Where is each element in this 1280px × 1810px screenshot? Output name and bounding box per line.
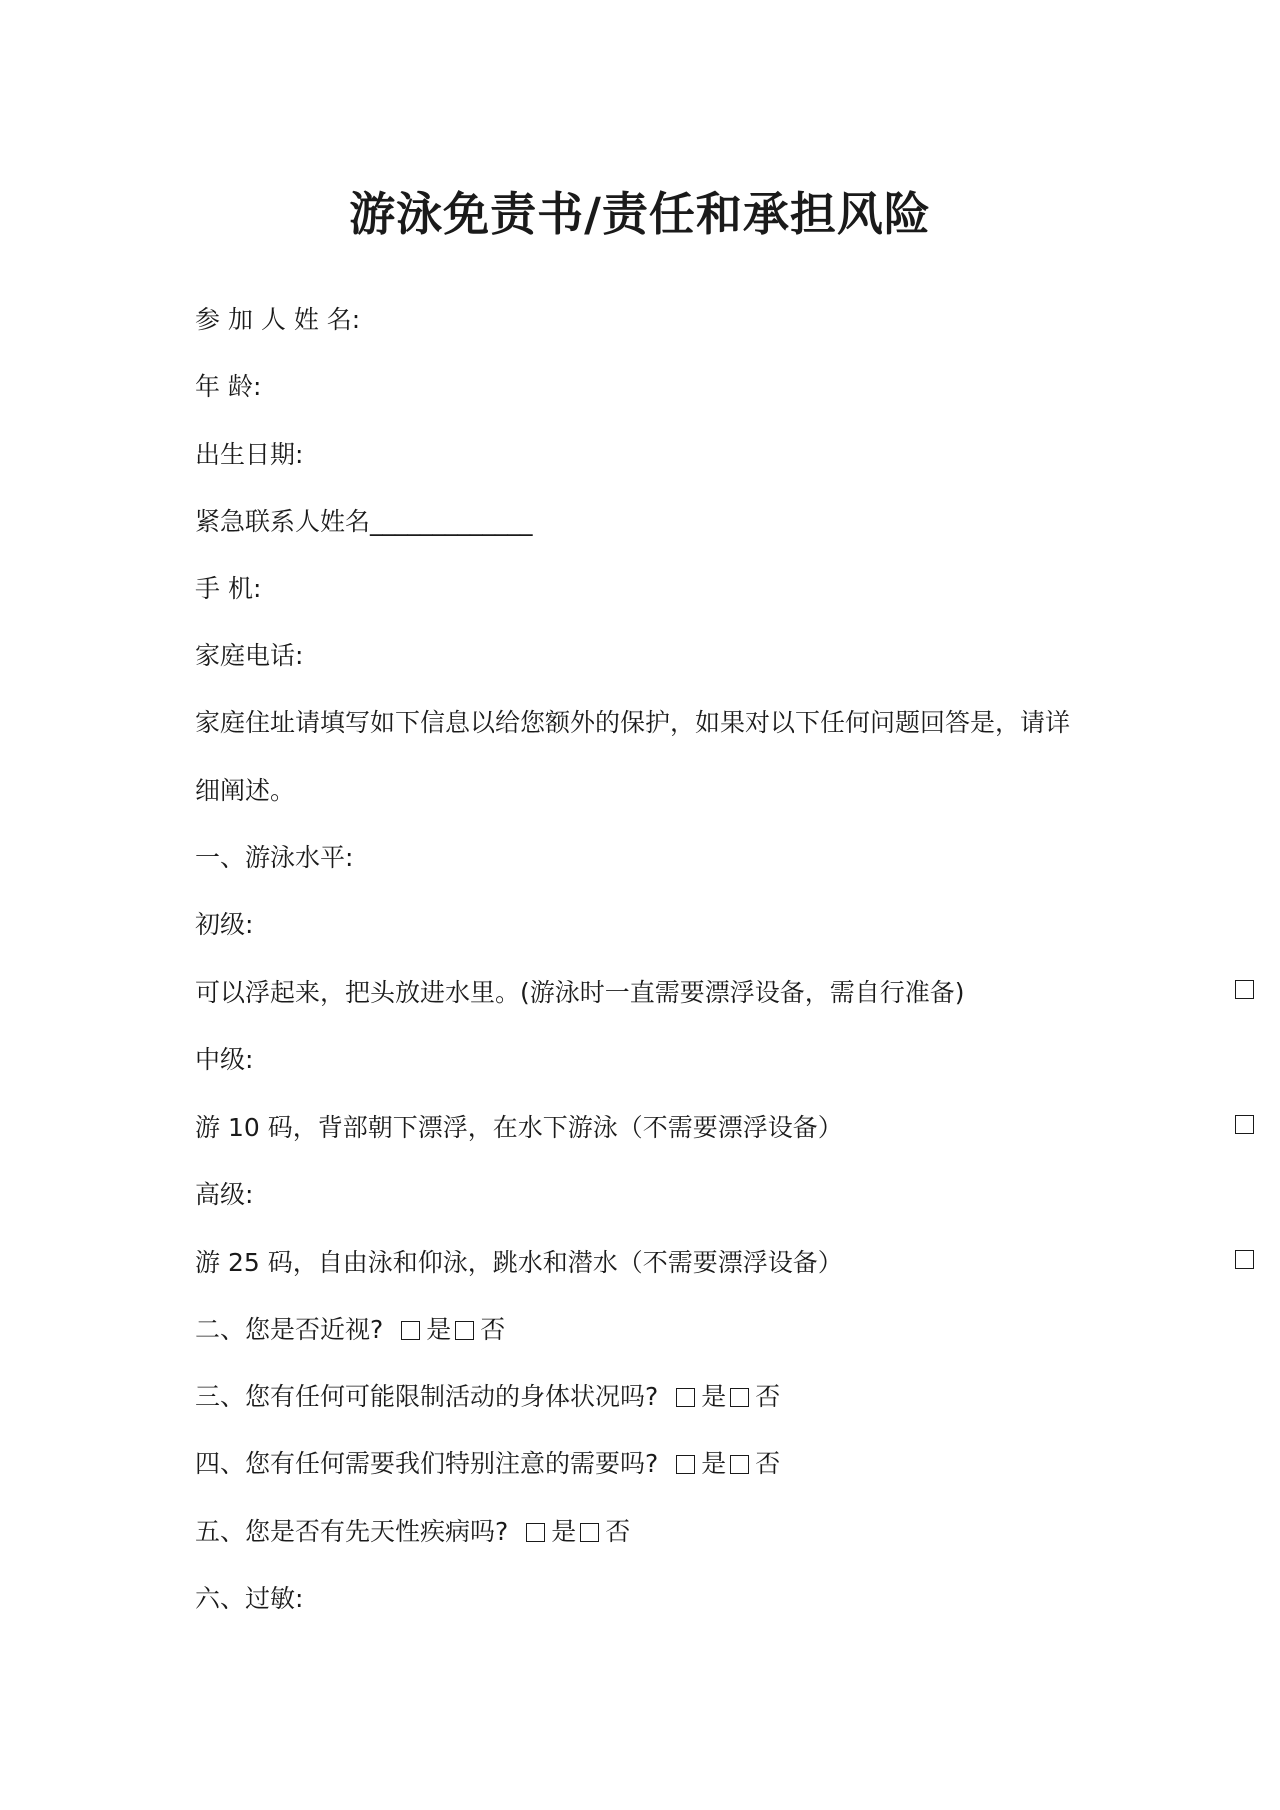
no-checkbox[interactable]	[730, 1388, 749, 1407]
yes-checkbox[interactable]	[676, 1455, 695, 1474]
question-row	[195, 1310, 1095, 1346]
birth-date-field: 出生日期:	[195, 440, 304, 469]
beginner-label: 初级:	[195, 910, 254, 939]
yes-label: 是	[426, 1315, 452, 1344]
no-label: 否	[480, 1315, 506, 1344]
yes-label: 是	[701, 1449, 727, 1478]
intermediate-desc: 游 10 码，背部朝下漂浮，在水下游泳（不需要漂浮设备）	[195, 1113, 843, 1142]
no-label: 否	[755, 1449, 781, 1478]
allergy-heading: 六、过敏:	[195, 1584, 304, 1613]
age-field: 年 龄:	[195, 372, 262, 401]
advanced-label: 高级:	[195, 1180, 254, 1209]
page-title: 游泳免责书/责任和承担风险	[349, 187, 931, 241]
no-label: 否	[605, 1517, 631, 1546]
question-text: 四、您有任何需要我们特别注意的需要吗?	[195, 1449, 659, 1478]
question-row	[195, 1377, 1095, 1413]
question-text: 二、您是否近视?	[195, 1315, 384, 1344]
beginner-desc: 可以浮起来，把头放进水里。(游泳时一直需要漂浮设备，需自行准备)	[195, 978, 965, 1007]
yes-label: 是	[701, 1382, 727, 1411]
beginner-checkbox[interactable]	[1235, 980, 1254, 999]
no-checkbox[interactable]	[580, 1523, 599, 1542]
yes-checkbox[interactable]	[401, 1321, 420, 1340]
home-phone-field: 家庭电话:	[195, 641, 304, 670]
intro-text-line2: 细阐述。	[195, 776, 296, 805]
yes-checkbox[interactable]	[526, 1523, 545, 1542]
question-text: 三、您有任何可能限制活动的身体状况吗?	[195, 1382, 659, 1411]
no-label: 否	[755, 1382, 781, 1411]
mobile-field: 手 机:	[195, 574, 262, 603]
no-checkbox[interactable]	[730, 1455, 749, 1474]
question-row	[195, 1444, 1095, 1480]
participant-name-field: 参 加 人 姓 名:	[195, 305, 361, 334]
intermediate-checkbox[interactable]	[1235, 1115, 1254, 1134]
advanced-checkbox[interactable]	[1235, 1250, 1254, 1269]
question-text: 五、您是否有先天性疾病吗?	[195, 1517, 509, 1546]
emergency-contact-field: 紧急联系人姓名_____________	[195, 507, 533, 536]
intro-text-line1: 家庭住址请填写如下信息以给您额外的保护，如果对以下任何问题回答是，请详	[195, 708, 1071, 737]
intermediate-label: 中级:	[195, 1045, 254, 1074]
yes-checkbox[interactable]	[676, 1388, 695, 1407]
advanced-row	[195, 1243, 1095, 1279]
beginner-row	[195, 973, 1095, 1009]
intermediate-row	[195, 1108, 1095, 1144]
advanced-desc: 游 25 码，自由泳和仰泳，跳水和潜水（不需要漂浮设备）	[195, 1248, 843, 1277]
yes-label: 是	[551, 1517, 577, 1546]
swim-level-heading: 一、游泳水平:	[195, 843, 354, 872]
no-checkbox[interactable]	[455, 1321, 474, 1340]
question-row	[195, 1512, 1095, 1548]
